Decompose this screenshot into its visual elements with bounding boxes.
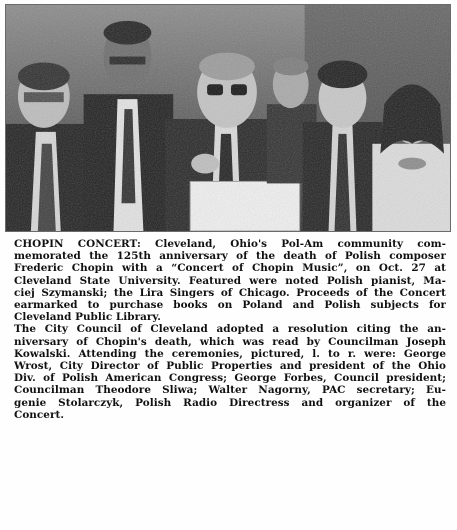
caption-line: The City Council of Cleveland adopted a resolution citing the an- [14,323,446,336]
caption-line: Div. of Polish American Congress; George Forbes, Council president; [14,372,446,385]
group-photo [5,4,451,232]
caption-line: genie Stolarczyk, Polish Radio Directress and organizer of the [14,396,446,409]
photo-image [6,5,450,231]
caption-line: Cleveland Public Library. [14,311,161,324]
caption-line: Concert. [14,408,64,421]
photo-caption [14,238,446,421]
caption-line: Cleveland State University. Featured were noted Polish pianist, Ma- [14,274,446,287]
caption-line: Wrost, City Director of Public Properties and president of the Ohio [14,360,446,373]
caption-line: earmarked to purchase books on Poland and Polish subjects for [14,299,446,312]
caption-line: Frederic Chopin with a “Concert of Chopin Music”, on Oct. 27 at [14,262,446,275]
caption-line: Kowalski. Attending the ceremonies, pictured, l. to r. were: George [14,347,446,360]
caption-line: Councilman Theodore Sliwa; Walter Nagorny, PAC secretary; Eu- [14,384,446,397]
caption-line: niversary of Chopin's death, which was read by Councilman Joseph [14,335,446,348]
caption-line: ciej Szymanski; the Lira Singers of Chicago. Proceeds of the Concert [14,286,446,299]
caption-line: CHOPIN CONCERT: Cleveland, Ohio's Pol-Am community com- [14,238,446,250]
caption-line: memorated the 125th anniversary of the death of Polish composer [14,250,446,263]
